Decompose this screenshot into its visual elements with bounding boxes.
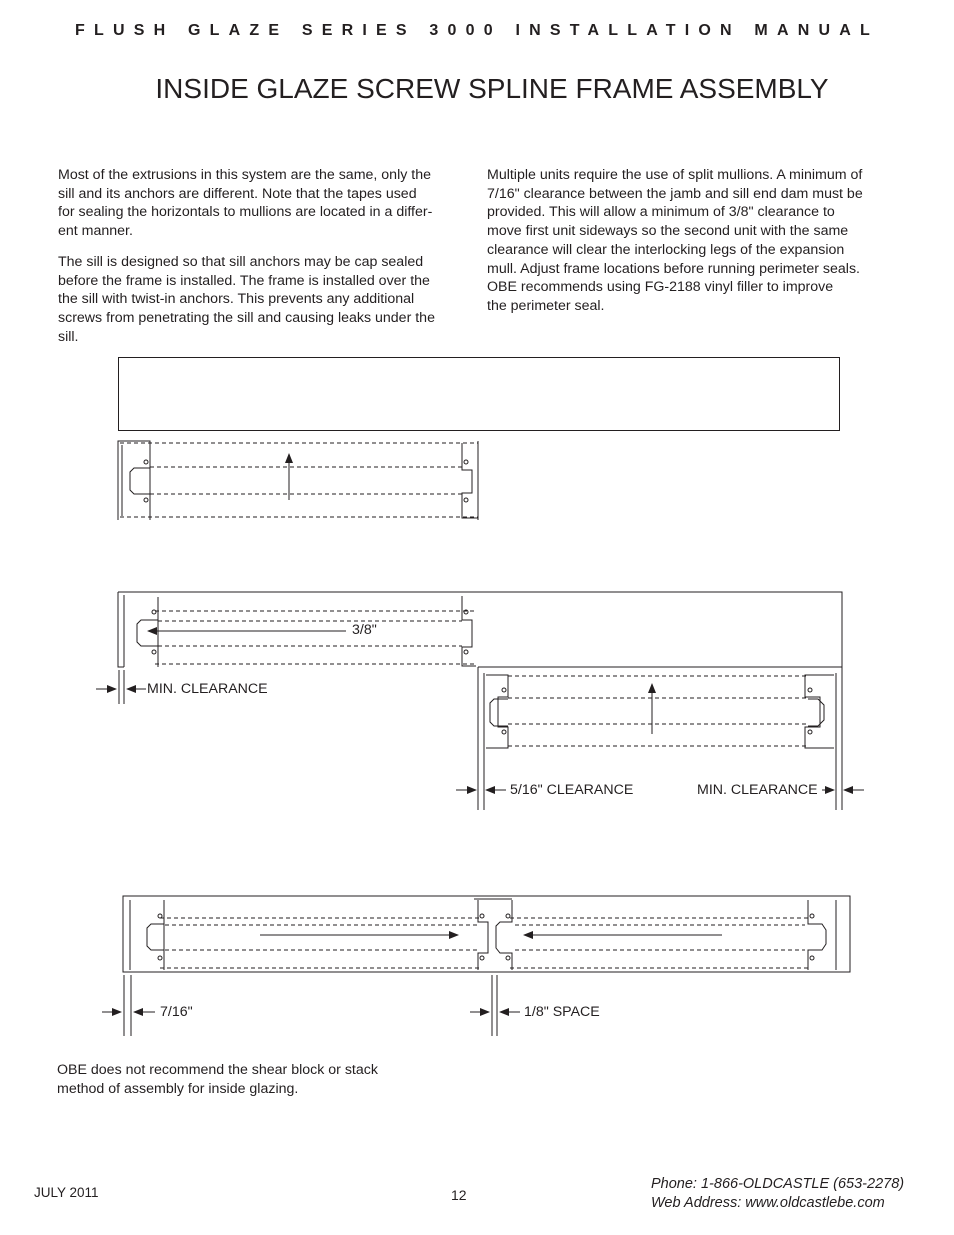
step3-assembled-frames [130, 899, 836, 972]
page-number: 12 [451, 1187, 467, 1203]
step1-sill [119, 358, 840, 431]
min-clearance-label-left: MIN. CLEARANCE [147, 681, 268, 697]
step1-frame [118, 441, 478, 520]
manual-header: FLUSH GLAZE SERIES 3000 INSTALLATION MANUAL [75, 22, 879, 39]
assembly-note: OBE does not recommend the shear block or stack method of assembly for inside glazing. [57, 1062, 378, 1097]
footer-phone: Phone: 1-866-OLDCASTLE (653-2278) [651, 1176, 905, 1192]
page-title: INSIDE GLAZE SCREW SPLINE FRAME ASSEMBLY [155, 73, 829, 104]
step3-sill [123, 896, 850, 972]
step2-min-clearance-dim [96, 670, 146, 704]
five-sixteenths-clearance-label: 5/16" CLEARANCE [510, 782, 634, 798]
eighth-space-label: 1/8" SPACE [524, 1004, 600, 1020]
footer-web: Web Address: www.oldcastlebe.com [651, 1195, 885, 1211]
sill-paragraph: The sill is designed so that sill anchors may be cap sealed before the frame is installed. The frame is installed over the the sill with twist-in anchors. This prevents any additional screws from penetrating the sill and causing leaks under the sill. [58, 254, 435, 345]
footer-contact [651, 1175, 904, 1213]
multiple-units-paragraph: Multiple units require the use of split mullions. A minimum of 7/16" clearance between the jamb and sill end dam must be provided. This will allow a minimum of 3/8" clearance to move first unit sideways so the second unit with the same clearance will clear the interlocking legs of the expansion mull. Adjust frame locations before running perimeter seals. OBE recommends using FG-2188 vinyl filler to improve the perimeter seal. [487, 167, 863, 314]
three-eighths-label: 3/8" [352, 622, 377, 638]
footer-date: JULY 2011 [34, 1185, 99, 1200]
min-clearance-label-right: MIN. CLEARANCE [697, 782, 818, 798]
intro-paragraph: Most of the extrusions in this system are the same, only the sill and its anchors are different. Note that the tapes used for sealing the horizontals to mullions are located in a differ- ent manner. [58, 167, 433, 240]
seven-sixteenths-label: 7/16" [160, 1004, 193, 1020]
step2-sill [118, 592, 842, 667]
